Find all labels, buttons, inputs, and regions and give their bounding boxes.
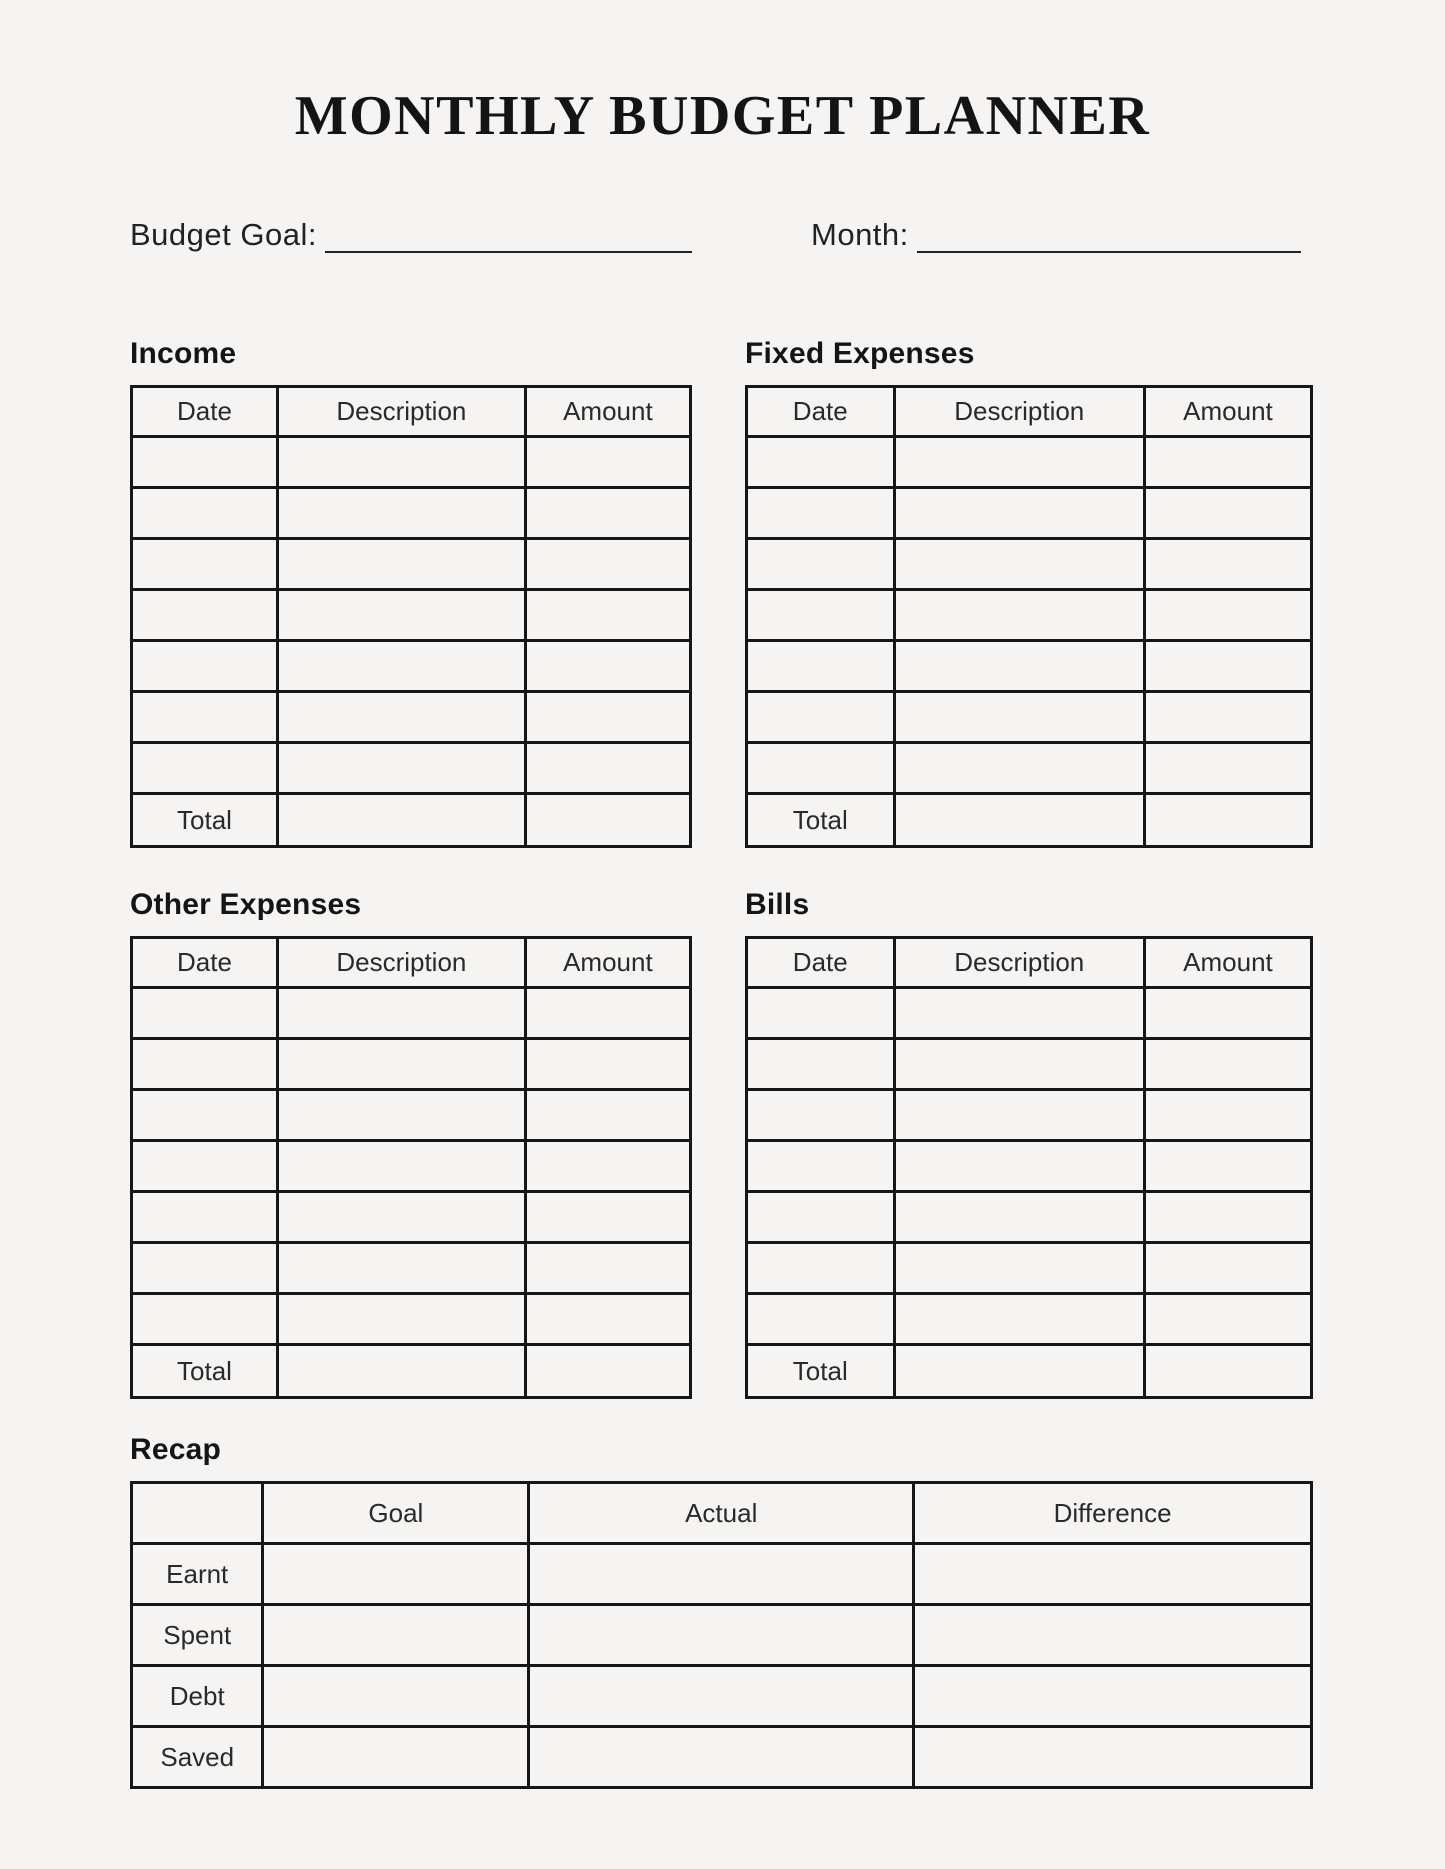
empty-cell[interactable] — [747, 743, 895, 794]
empty-cell[interactable] — [1144, 988, 1311, 1039]
empty-cell[interactable] — [747, 488, 895, 539]
recap-column-header-blank — [132, 1483, 263, 1544]
other-expenses-total-amount-cell[interactable] — [525, 1345, 690, 1398]
empty-cell[interactable] — [747, 692, 895, 743]
empty-cell[interactable] — [132, 692, 278, 743]
empty-cell[interactable] — [132, 743, 278, 794]
other-expenses-total-row — [132, 1345, 691, 1398]
empty-cell[interactable] — [894, 1192, 1144, 1243]
empty-cell[interactable] — [525, 1039, 690, 1090]
empty-cell[interactable] — [277, 692, 525, 743]
empty-cell[interactable] — [894, 1243, 1144, 1294]
recap-row-saved — [132, 1727, 1312, 1788]
empty-cell[interactable] — [894, 1039, 1144, 1090]
month-input-line[interactable] — [917, 217, 1301, 253]
other-expenses-header-row — [132, 938, 691, 988]
income-header-row — [132, 387, 691, 437]
table-row — [132, 1090, 691, 1141]
empty-cell[interactable] — [132, 437, 278, 488]
empty-cell[interactable] — [894, 1090, 1144, 1141]
table-row — [747, 1090, 1312, 1141]
empty-cell[interactable] — [747, 539, 895, 590]
empty-cell[interactable] — [747, 1243, 895, 1294]
empty-cell[interactable] — [525, 743, 690, 794]
recap-debt-difference-cell[interactable] — [914, 1666, 1312, 1727]
empty-cell[interactable] — [1144, 692, 1311, 743]
empty-cell[interactable] — [747, 1090, 895, 1141]
empty-cell[interactable] — [525, 1141, 690, 1192]
bills-column-header-date: Date — [747, 938, 895, 988]
other-expenses-total-label: Total — [132, 1345, 278, 1398]
income-total-amount-cell[interactable] — [525, 794, 690, 847]
table-row — [747, 1141, 1312, 1192]
income-column-header-amount: Amount — [525, 387, 690, 437]
recap-row-debt — [132, 1666, 1312, 1727]
fixed-expenses-total-label: Total — [747, 794, 895, 847]
empty-cell[interactable] — [1144, 1141, 1311, 1192]
empty-cell[interactable] — [894, 1294, 1144, 1345]
fixed-expenses-column-header-date: Date — [747, 387, 895, 437]
empty-cell[interactable] — [894, 437, 1144, 488]
empty-cell[interactable] — [1144, 1090, 1311, 1141]
header-fields — [130, 216, 1301, 253]
empty-cell[interactable] — [747, 1039, 895, 1090]
month-field — [811, 216, 1301, 253]
table-row — [132, 488, 691, 539]
fixed-expenses-total-row — [747, 794, 1312, 847]
empty-cell[interactable] — [277, 1090, 525, 1141]
income-table — [130, 385, 692, 848]
table-row — [747, 590, 1312, 641]
empty-cell[interactable] — [525, 488, 690, 539]
empty-cell[interactable] — [747, 1294, 895, 1345]
bills-column-header-description: Description — [894, 938, 1144, 988]
empty-cell[interactable] — [277, 743, 525, 794]
recap-row-label-saved: Saved — [132, 1727, 263, 1788]
recap-heading: Recap — [130, 1433, 222, 1467]
empty-cell[interactable] — [132, 641, 278, 692]
empty-cell[interactable] — [525, 539, 690, 590]
empty-cell[interactable] — [747, 641, 895, 692]
empty-cell[interactable] — [277, 437, 525, 488]
empty-cell[interactable] — [1144, 743, 1311, 794]
recap-row-label-debt: Debt — [132, 1666, 263, 1727]
table-row — [132, 539, 691, 590]
empty-cell[interactable] — [132, 1243, 278, 1294]
fixed-expenses-total-amount-cell[interactable] — [1144, 794, 1311, 847]
recap-debt-actual-cell[interactable] — [529, 1666, 914, 1727]
table-row — [747, 437, 1312, 488]
recap-debt-goal-cell[interactable] — [263, 1666, 529, 1727]
bills-column-header-amount: Amount — [1144, 938, 1311, 988]
recap-row-earnt — [132, 1544, 1312, 1605]
table-row — [747, 1243, 1312, 1294]
recap-spent-actual-cell[interactable] — [529, 1605, 914, 1666]
recap-table — [130, 1481, 1313, 1789]
empty-cell[interactable] — [525, 988, 690, 1039]
empty-cell[interactable] — [1144, 641, 1311, 692]
empty-cell[interactable] — [894, 488, 1144, 539]
fixed-expenses-header-row — [747, 387, 1312, 437]
other-expenses-table — [130, 936, 692, 1399]
empty-cell[interactable] — [894, 539, 1144, 590]
fixed-expenses-column-header-description: Description — [894, 387, 1144, 437]
empty-cell[interactable] — [747, 988, 895, 1039]
income-column-header-description: Description — [277, 387, 525, 437]
empty-cell[interactable] — [132, 1141, 278, 1192]
empty-cell[interactable] — [525, 437, 690, 488]
budget-tables-grid — [130, 337, 1313, 1399]
month-label: Month: — [811, 217, 909, 252]
recap-earnt-actual-cell[interactable] — [529, 1544, 914, 1605]
recap-spent-goal-cell[interactable] — [263, 1605, 529, 1666]
empty-cell[interactable] — [1144, 437, 1311, 488]
empty-cell[interactable] — [747, 1192, 895, 1243]
fixed-expenses-section — [745, 337, 1313, 848]
empty-cell[interactable] — [277, 1141, 525, 1192]
table-row — [132, 743, 691, 794]
bills-total-description-cell[interactable] — [894, 1345, 1144, 1398]
table-row — [132, 641, 691, 692]
empty-cell[interactable] — [132, 988, 278, 1039]
empty-cell[interactable] — [1144, 1294, 1311, 1345]
table-row — [132, 1141, 691, 1192]
table-row — [132, 1192, 691, 1243]
income-total-row — [132, 794, 691, 847]
empty-cell[interactable] — [1144, 1039, 1311, 1090]
empty-cell[interactable] — [132, 1039, 278, 1090]
bills-header-row — [747, 938, 1312, 988]
empty-cell[interactable] — [132, 488, 278, 539]
recap-row-spent — [132, 1605, 1312, 1666]
empty-cell[interactable] — [277, 1039, 525, 1090]
empty-cell[interactable] — [277, 641, 525, 692]
empty-cell[interactable] — [525, 1243, 690, 1294]
fixed-expenses-table — [745, 385, 1313, 848]
empty-cell[interactable] — [132, 1294, 278, 1345]
empty-cell[interactable] — [525, 1294, 690, 1345]
table-row — [747, 1039, 1312, 1090]
empty-cell[interactable] — [894, 743, 1144, 794]
recap-saved-goal-cell[interactable] — [263, 1727, 529, 1788]
empty-cell[interactable] — [747, 1141, 895, 1192]
income-column-header-date: Date — [132, 387, 278, 437]
empty-cell[interactable] — [1144, 488, 1311, 539]
fixed-expenses-column-header-amount: Amount — [1144, 387, 1311, 437]
recap-spent-difference-cell[interactable] — [914, 1605, 1312, 1666]
empty-cell[interactable] — [132, 590, 278, 641]
bills-table — [745, 936, 1313, 1399]
empty-cell[interactable] — [525, 692, 690, 743]
income-total-description-cell[interactable] — [277, 794, 525, 847]
recap-row-label-earnt: Earnt — [132, 1544, 263, 1605]
empty-cell[interactable] — [132, 539, 278, 590]
bills-heading: Bills — [745, 888, 810, 922]
empty-cell[interactable] — [1144, 590, 1311, 641]
empty-cell[interactable] — [277, 590, 525, 641]
budget-goal-field — [130, 216, 692, 253]
table-row — [747, 641, 1312, 692]
budget-goal-label: Budget Goal: — [130, 217, 317, 252]
empty-cell[interactable] — [1144, 1192, 1311, 1243]
recap-section — [130, 1433, 1313, 1789]
income-heading: Income — [130, 337, 237, 371]
empty-cell[interactable] — [525, 1090, 690, 1141]
recap-row-label-spent: Spent — [132, 1605, 263, 1666]
empty-cell[interactable] — [1144, 539, 1311, 590]
empty-cell[interactable] — [894, 692, 1144, 743]
table-row — [747, 488, 1312, 539]
other-expenses-column-header-date: Date — [132, 938, 278, 988]
table-row — [132, 437, 691, 488]
recap-saved-difference-cell[interactable] — [914, 1727, 1312, 1788]
recap-header-row — [132, 1483, 1312, 1544]
table-row — [747, 743, 1312, 794]
other-expenses-total-description-cell[interactable] — [277, 1345, 525, 1398]
table-row — [132, 1039, 691, 1090]
recap-column-header-difference: Difference — [914, 1483, 1312, 1544]
table-row — [132, 692, 691, 743]
recap-column-header-actual: Actual — [529, 1483, 914, 1544]
table-row — [747, 692, 1312, 743]
empty-cell[interactable] — [1144, 1243, 1311, 1294]
fixed-expenses-total-description-cell[interactable] — [894, 794, 1144, 847]
empty-cell[interactable] — [747, 437, 895, 488]
table-row — [747, 988, 1312, 1039]
page-title: MONTHLY BUDGET PLANNER — [294, 85, 1151, 147]
other-expenses-column-header-description: Description — [277, 938, 525, 988]
empty-cell[interactable] — [894, 641, 1144, 692]
budget-goal-input-line[interactable] — [325, 217, 692, 253]
fixed-expenses-heading: Fixed Expenses — [745, 337, 975, 371]
recap-column-header-goal: Goal — [263, 1483, 529, 1544]
table-row — [747, 1294, 1312, 1345]
recap-earnt-difference-cell[interactable] — [914, 1544, 1312, 1605]
empty-cell[interactable] — [894, 590, 1144, 641]
empty-cell[interactable] — [277, 539, 525, 590]
empty-cell[interactable] — [132, 1090, 278, 1141]
empty-cell[interactable] — [894, 1141, 1144, 1192]
empty-cell[interactable] — [277, 488, 525, 539]
empty-cell[interactable] — [525, 641, 690, 692]
empty-cell[interactable] — [525, 590, 690, 641]
table-row — [132, 1294, 691, 1345]
bills-total-label: Total — [747, 1345, 895, 1398]
recap-earnt-goal-cell[interactable] — [263, 1544, 529, 1605]
other-expenses-heading: Other Expenses — [130, 888, 362, 922]
recap-saved-actual-cell[interactable] — [529, 1727, 914, 1788]
table-row — [132, 590, 691, 641]
income-total-label: Total — [132, 794, 278, 847]
empty-cell[interactable] — [525, 1192, 690, 1243]
empty-cell[interactable] — [277, 1294, 525, 1345]
income-section — [130, 337, 692, 848]
empty-cell[interactable] — [747, 590, 895, 641]
other-expenses-section — [130, 888, 692, 1399]
other-expenses-column-header-amount: Amount — [525, 938, 690, 988]
bills-total-row — [747, 1345, 1312, 1398]
empty-cell[interactable] — [277, 1243, 525, 1294]
empty-cell[interactable] — [277, 1192, 525, 1243]
table-row — [747, 539, 1312, 590]
empty-cell[interactable] — [894, 988, 1144, 1039]
table-row — [132, 1243, 691, 1294]
bills-section — [745, 888, 1313, 1399]
table-row — [747, 1192, 1312, 1243]
table-row — [132, 988, 691, 1039]
bills-total-amount-cell[interactable] — [1144, 1345, 1311, 1398]
empty-cell[interactable] — [277, 988, 525, 1039]
empty-cell[interactable] — [132, 1192, 278, 1243]
